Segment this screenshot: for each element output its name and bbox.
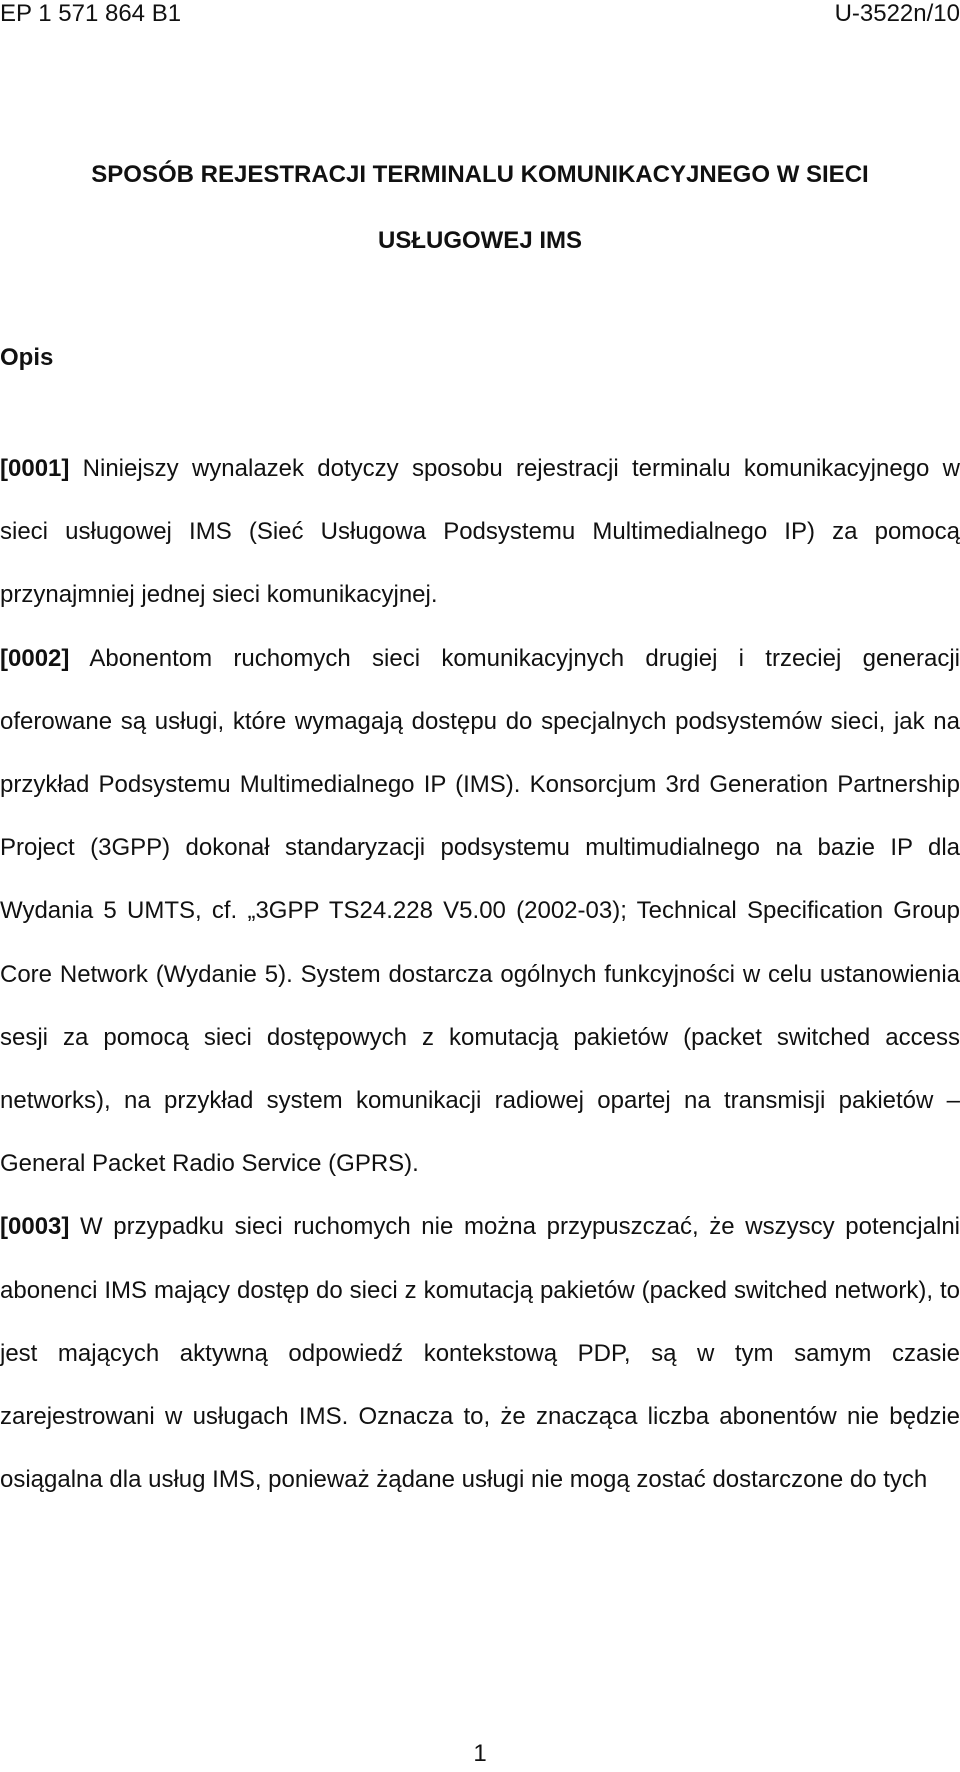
paragraph-0003 <box>0 1195 960 1511</box>
paragraph-0001 <box>0 437 960 627</box>
paragraph-number: [0002] <box>0 644 70 672</box>
document-body <box>0 437 960 1511</box>
title-line-1: SPOSÓB REJESTRACJI TERMINALU KOMUNIKACYJNEGO W SIECI <box>91 161 869 188</box>
section-heading: Opis <box>0 344 54 371</box>
reference-number: U-3522n/10 <box>834 0 960 27</box>
title-line-2: USŁUGOWEJ IMS <box>377 227 582 254</box>
paragraph-number: [0003] <box>0 1213 70 1241</box>
paragraph-number: [0001] <box>0 455 70 482</box>
page-number: 1 <box>473 1740 487 1767</box>
paragraph-text: W przypadku sieci ruchomych nie można przypuszczać, że wszyscy potencjalni abonenci IMS mający dostęp do sieci z komutacją pakietów (packed switched network), to jest mających aktywną odpowiedź kontekstową PDP, są w tym samym czasie zarejestrowani w usługach IMS. Oznacza to, że znacząca liczba abonentów nie będzie osiągalna dla usług IMS, ponieważ żądane usługi nie mogą zostać dostarczone do tych <box>0 1213 960 1494</box>
document-title <box>0 142 960 274</box>
page-header <box>0 0 960 30</box>
patent-number: EP 1 571 864 B1 <box>0 0 182 27</box>
paragraph-text: Niniejszy wynalazek dotyczy sposobu rejestracji terminalu komunikacyjnego w sieci usługowej IMS (Sieć Usługowa Podsystemu Multimedialnego IP) za pomocą przynajmniej jednej sieci komunikacyjnej. <box>0 455 960 609</box>
paragraph-text: Abonentom ruchomych sieci komunikacyjnych drugiej i trzeciej generacji oferowane są usługi, które wymagają dostępu do specjalnych podsystemów sieci, jak na przykład Podsystemu Multimedialnego IP (IMS). Konsorcjum 3rd Generation Partnership Project (3GPP) dokonał standaryzacji podsystemu multimudialnego na bazie IP dla Wydania 5 UMTS, cf. „3GPP TS24.228 V5.00 (2002-03); Technical Specification Group Core Network (Wydanie 5). System dostarcza ogólnych funkcyjności w celu ustanowienia sesji za pomocą sieci dostępowych z komutacją pakietów (packet switched access networks), na przykład system komunikacji radiowej opartej na transmisji pakietów – General Packet Radio Service (GPRS). <box>0 644 960 1178</box>
paragraph-0002 <box>0 627 960 1196</box>
